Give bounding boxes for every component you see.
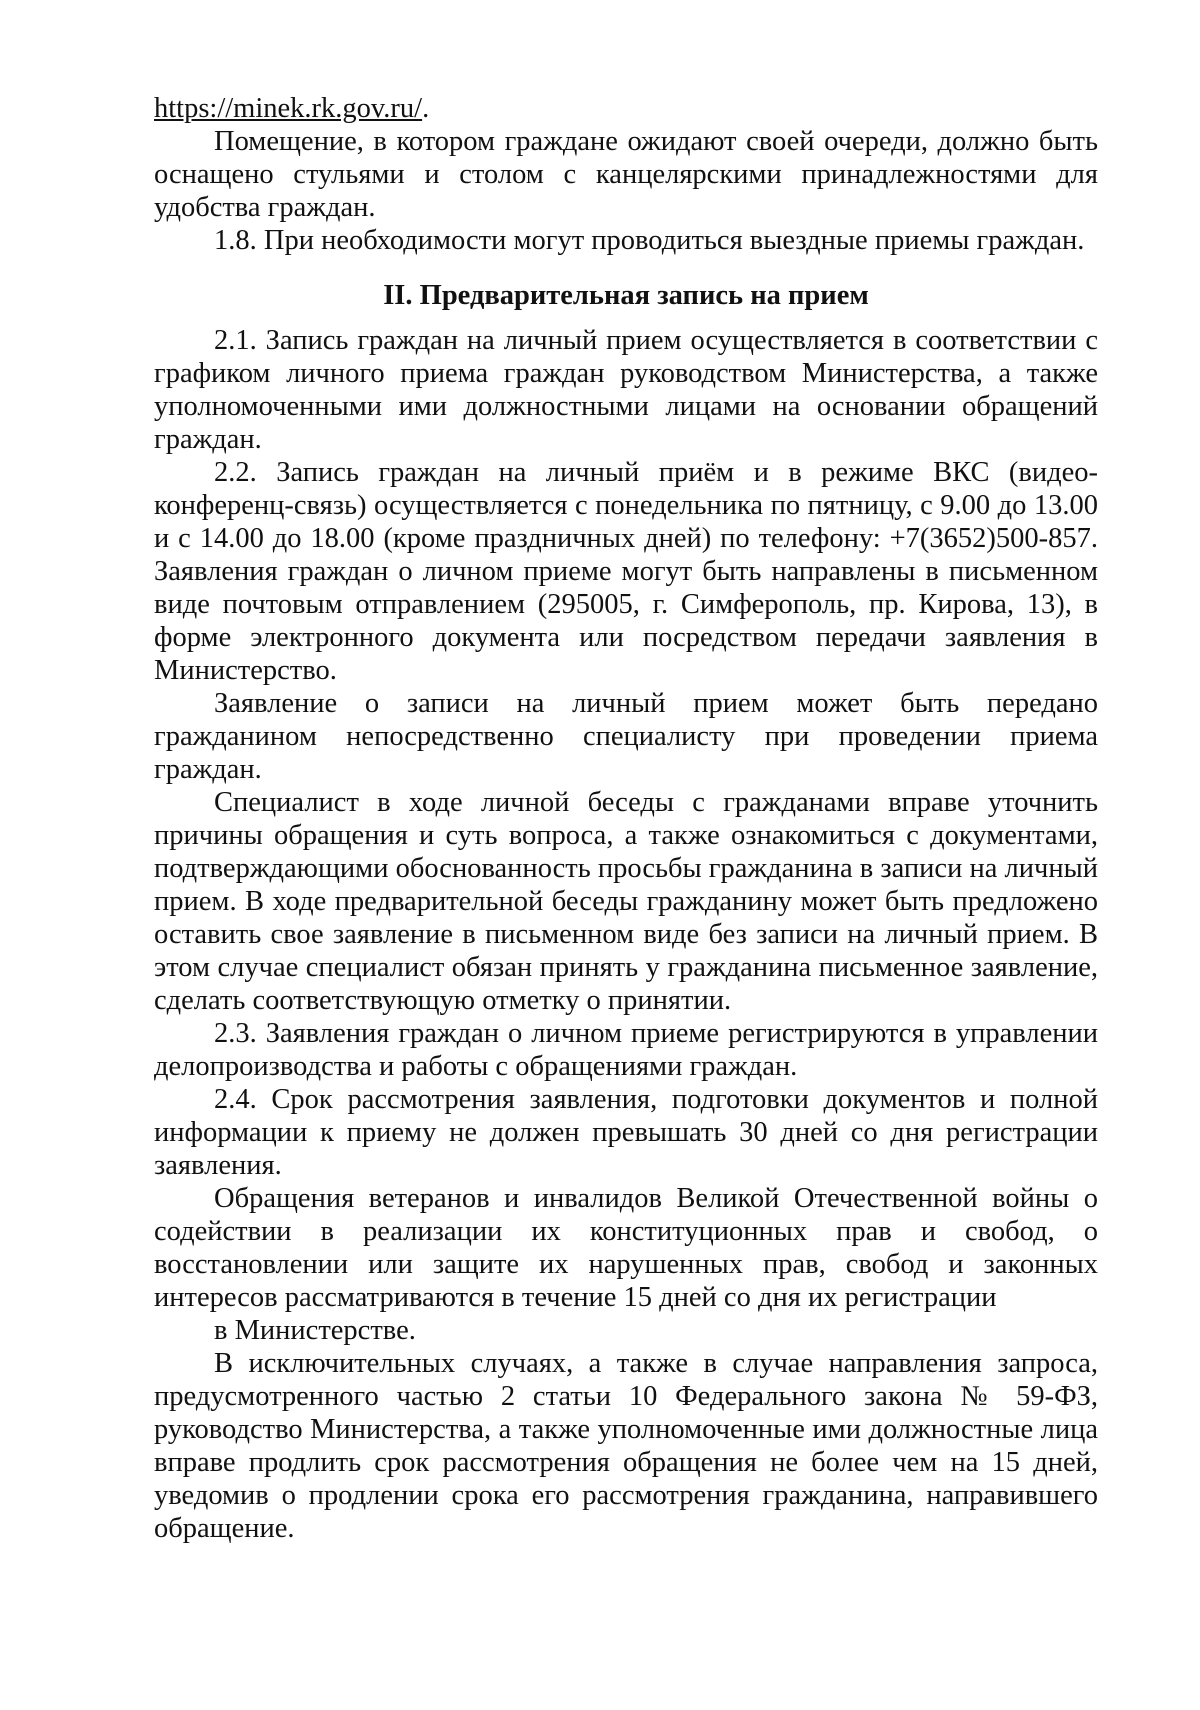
paragraph-2-4: 2.4. Срок рассмотрения заявления, подготовки документов и полной информации к приему не должен превышать 30 дней со дня регистрации заявления.	[154, 1084, 1098, 1181]
paragraph-veterans: Обращения ветеранов и инвалидов Великой Отечественной войны о содействии в реализации их конституционных прав и свобод, о восстановлении или защите их нарушенных прав, свобод и законных интересов рассматриваются в течение 15 дней со дня их регистрации	[154, 1183, 1098, 1313]
paragraph-waiting-room: Помещение, в котором граждане ожидают своей очереди, должно быть оснащено стульями и столом с канцелярскими принадлежностями для удобства граждан.	[154, 126, 1098, 223]
section-heading: II. Предварительная запись на прием	[383, 280, 869, 311]
paragraph-exceptional-cases: В исключительных случаях, а также в случае направления запроса, предусмотренного частью 2 статьи 10 Федерального закона № 59-ФЗ, руководство Министерства, а также уполномоченные ими должностные лица вправе продлить срок рассмотрения обращения не более чем на 15 дней, уведомив о продлении срока его рассмотрения гражданина, направившего обращение.	[154, 1348, 1098, 1544]
paragraph-1-8: 1.8. При необходимости могут проводиться выездные приемы граждан.	[214, 225, 1085, 256]
paragraph-2-3: 2.3. Заявления граждан о личном приеме регистрируются в управлении делопроизводства и работы с обращениями граждан.	[154, 1018, 1098, 1082]
paragraph-application-handover: Заявление о записи на личный прием может быть передано гражданином непосредственно специалисту при проведении приема граждан.	[154, 688, 1098, 785]
paragraph-2-1: 2.1. Запись граждан на личный прием осуществляется в соответствии с графиком личного приема граждан руководством Министерства, а также уполномоченными ими должностными лицами на основании обращений граждан.	[154, 325, 1098, 455]
document-page	[154, 92, 1098, 1545]
ministry-url[interactable]: https://minek.rk.gov.ru/	[154, 93, 423, 124]
paragraph-specialist-conversation: Специалист в ходе личной беседы с гражданами вправе уточнить причины обращения и суть вопроса, а также ознакомиться с документами, подтверждающими обоснованность просьбы гражданина в записи на личный прием. В ходе предварительной беседы гражданину может быть предложено оставить свое заявление в письменном виде без записи на личный прием. В этом случае специалист обязан принять у гражданина письменное заявление, сделать соответствующую отметку о принятии.	[154, 787, 1098, 1016]
top-url-line	[154, 92, 1098, 125]
url-trailing-period: .	[422, 93, 430, 124]
paragraph-2-2: 2.2. Запись граждан на личный приём и в режиме ВКС (видео-конференц-связь) осуществляется с понедельника по пятницу, с 9.00 до 13.00 и с 14.00 до 18.00 (кроме праздничных дней) по телефону: +7(3652)500-857. Заявления граждан о личном приеме могут быть направлены в письменном виде почтовым отправлением (295005, г. Симферополь, пр. Кирова, 13), в форме электронного документа или посредством передачи заявления в Министерство.	[154, 457, 1098, 686]
paragraph-veterans-tail: в Министерстве.	[214, 1315, 416, 1346]
